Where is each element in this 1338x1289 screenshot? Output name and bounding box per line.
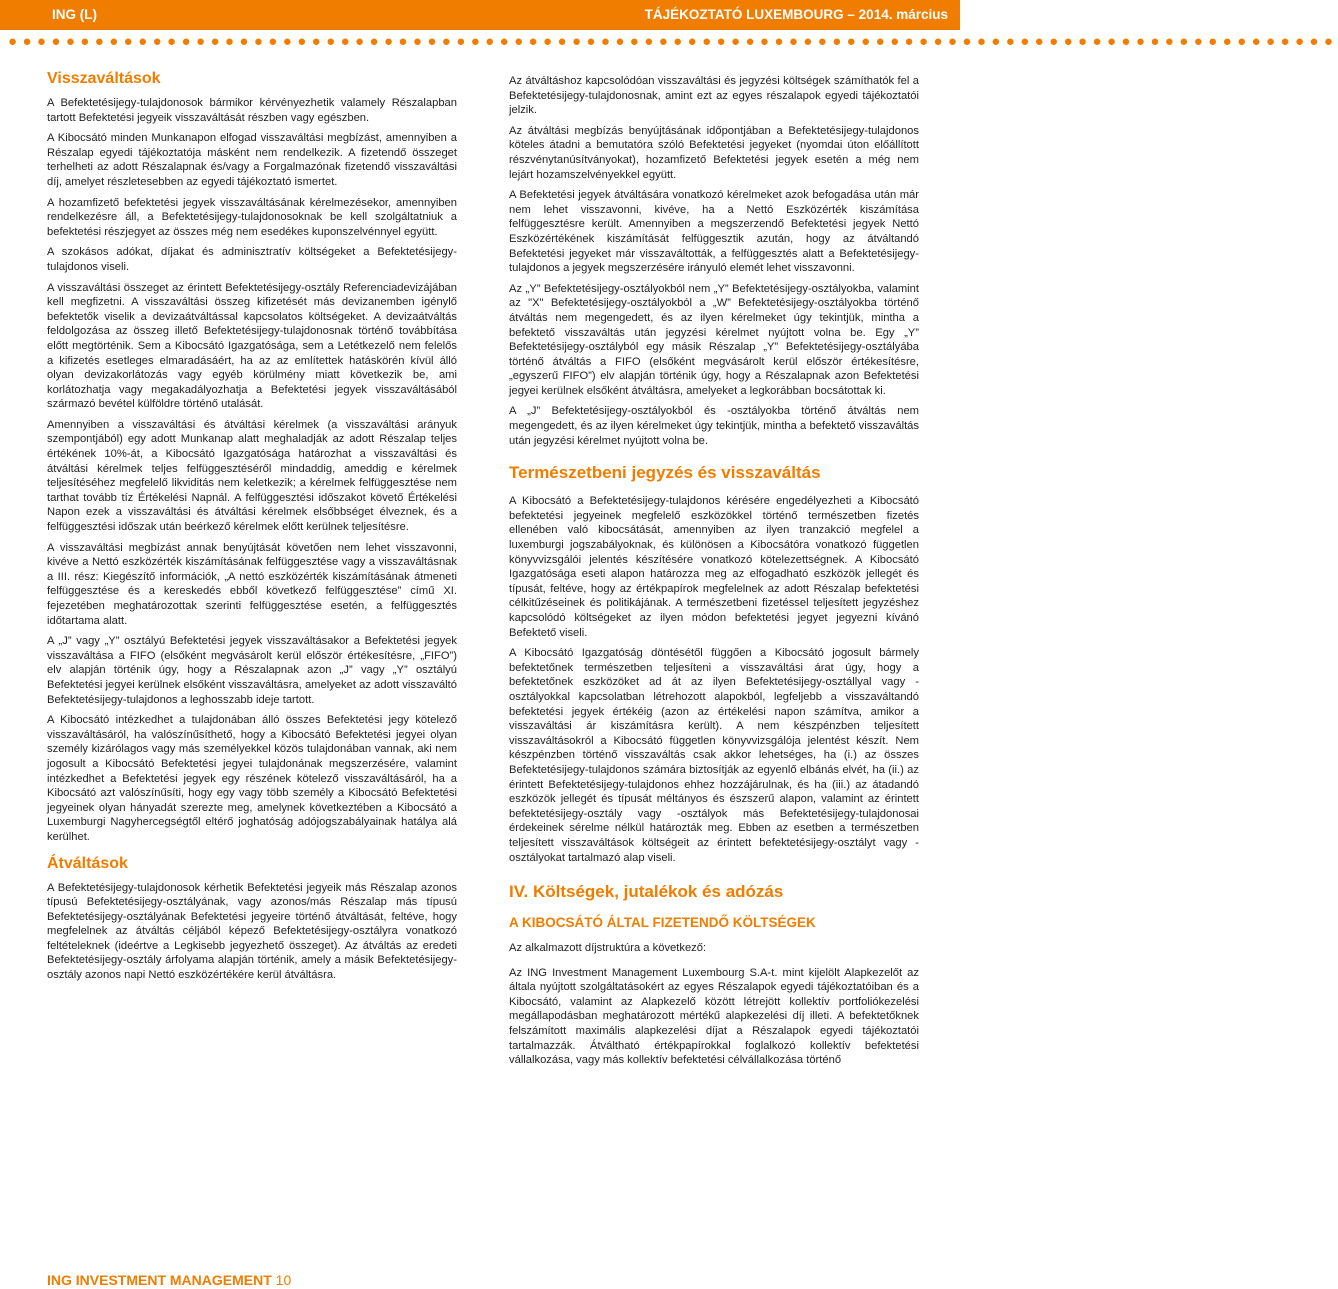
header-left-title: ING (L) xyxy=(52,7,97,22)
paragraph: Az átváltáshoz kapcsolódóan visszaváltási és jegyzési költségek számíthatók fel a Befektetésijegy-tulajdonosnak, amint ezt az egyes részalapok egyedi tájékoztatói jelzik. xyxy=(509,75,919,117)
subheading-issuer-costs: A KIBOCSÁTÓ ÁLTAL FIZETENDŐ KÖLTSÉGEK xyxy=(509,915,816,931)
paragraph: Az „Y” Befektetésijegy-osztályokból nem „Y” Befektetésijegy-osztályokba, valamint az "X" Befektetésijegy-osztályokból a „W” Befektetésijegy-osztályokba történő átváltás nem megengedett, és az ilyen kérelmeket úgy tekintjük, mintha a befektető visszaváltás után jegyzési kérelmet nyújtott volna be. Egy „Y” Befektetésijegy-osztályból egy másik Részalap „Y” Befektetésijegy-osztályába történő átváltás a FIFO (elsőként megvásárolt kerül először értékesítésre, „egyszerű FIFO”) elv alapján történik úgy, hogy a Részalapnak azon Befektetési jegyei kerülnek elsőként átváltásra, amelyeket a legkorábban bocsátottak ki. xyxy=(509,282,919,397)
paragraph: A Kibocsátó a Befektetésijegy-tulajdonos kérésére engedélyezheti a Kibocsátó befektetési jegyeinek megfelelő eszközökkel történő természetben fizetés ellenében való kibocsátását, amennyiben az ilyen tranzakció megfelel a luxemburgi jogszabályoknak, és különösen a Kibocsátóra vonatkozó független könyvvizsgálói jelentés készítésére vonatkozó kötelezettségnek. A Kibocsátó Igazgatósága eseti alapon határozza meg az elfogadható eszközök jellegét és típusát, feltéve, hogy az értékpapírok megfelelnek az adott Részalap befektetési célkitűzéseinek és politikájának. A természetbeni fizetéssel teljesített jegyzéshez kapcsolódó költségeket az ilyen módon befektetési jegyet jegyezni kívánó Befektető viseli. xyxy=(509,495,919,639)
left-column xyxy=(47,62,457,989)
paragraph: A Kibocsátó intézkedhet a tulajdonában álló összes Befektetési jegy kötelező visszaváltásáról, ha valószínűsíthető, hogy a Kibocsátó Befektetési jegyei olyan személy kizárólagos vagy más személyekkel közös tulajdonában vannak, aki nem jogosult a Kibocsátó Befektetési jegyei tulajdonának megszerzésére, valamint intézkedhet a Befektetési jegyek egy részének kötelező visszaváltásáról, ha a Kibocsátó azt valószínűsíti, hogy egy vagy több személy a Kibocsátó Befektetési jegyeinek olyan hányadát szerezte meg, amelynek következtében a Kibocsátó a Luxemburgi Nagyhercegségtől eltérő joghatóság adójogszabályainak hatálya alá kerülhet. xyxy=(47,714,457,843)
paragraph: A Befektetésijegy-tulajdonosok kérhetik Befektetési jegyeik más Részalap azonos típusú Befektetésijegy-osztályának, vagy azonos/más Részalap más típusú Befektetésijegy-osztályának Befektetési jegyeire történő átváltását, feltéve, hogy megfelelnek az átváltás céljából képező Befektetésijegy-osztályra vonatkozó feltételeknek (ideértve a Legkisebb jegyezhető összeget). Az átváltás az eredeti Befektetésijegy-osztály árfolyama alapján történik, amely a másik Befektetésijegy-osztály azonos napi Nettó eszközértékére kerül átváltásra. xyxy=(47,881,457,982)
section-heading-in-kind: Természetbeni jegyzés és visszaváltás xyxy=(509,463,821,483)
paragraph: A szokásos adókat, díjakat és adminisztratív költségeket a Befektetésijegy-tulajdonos viseli. xyxy=(47,246,457,273)
section-heading-redemptions: Visszaváltások xyxy=(47,70,161,87)
paragraph: A Kibocsátó Igazgatóság döntésétől függően a Kibocsátó jogosult bármely befektetőnek természetben teljesíteni a visszaváltási árat úgy, hogy a befektetőnek eszközöket ad át az ilyen Befektetésijegy-osztállyal vagy -osztályokkal kapcsolatban létrehozott alapokból, legfeljebb a visszaváltandó befektetési jegyek értékéig (azon az értékelési napon számítva, amikor a visszaváltási ár kiszámításra került). A nem készpénzben teljesített visszaváltásokról a Kibocsátó független könyvvizsgálója jelentést készít. Nem készpénzben történő visszaváltás csak akkor lehetséges, ha (i.) az összes Befektetésijegy-tulajdonos számára biztosítják az egyenlő elbánás elvét, ha (ii.) az érintett Befektetésijegy-tulajdonos ehhez hozzájárulnak, és ha (iii.) az átadandó eszközök jellegét és típusát méltányos és észszerű alapon, valamint az érintett befektetésijegy-osztály vagy -osztályok más Befektetésijegy-tulajdonosai érdekeinek sérelme nélkül határozták meg. Ebben az esetben a természetben teljesített visszaváltások költségeit az érintett befektetésijegy-osztályt vagy -osztályokat tartalmazó alap viseli. xyxy=(509,647,919,864)
page-number: 10 xyxy=(275,1272,292,1288)
paragraph: Amennyiben a visszaváltási és átváltási kérelmek (a visszaváltási arányuk szempontjából) egy adott Munkanap alatt meghaladják az adott Részalap teljes értékének 10%-át, a Kibocsátó Igazgatósága határozhat a visszaváltási és átváltási kérelmek teljes felfüggesztéséről mindaddig, ameddig e kérelmek teljesítéséhez megfelelő likviditás nem keletkezik; a kérelmek felfüggesztése nem tarthat tovább tíz Értékelési Napnál. A felfüggesztési időszakot követő Értékelési Napon ezek a visszaváltási és átváltási kérelmek elsőbbséget élveznek, és a felfüggesztési időszak után beérkező kérelmek előtt kerülnek teljesítésre. xyxy=(47,418,457,534)
header-bar xyxy=(0,0,960,30)
chapter-heading-costs: IV. Költségek, jutalékok és adózás xyxy=(509,882,784,902)
paragraph: A visszaváltási megbízást annak benyújtását követően nem lehet visszavonni, kivéve a Nettó eszközérték kiszámításának felfüggesztése vagy a visszaváltásnak a III. rész: Kiegészítő információk, „A nettó eszközérték kiszámításának átmeneti felfüggesztése és a kereskedés ebből következő felfüggesztése” című XI. fejezetében meghatározottak szerinti felfüggesztése esetén, a felfüggesztés időtartama alatt. xyxy=(47,541,457,627)
section-heading-conversions: Átváltások xyxy=(47,854,128,872)
paragraph: A Kibocsátó minden Munkanapon elfogad visszaváltási megbízást, amennyiben a Részalap egyedi tájékoztatója másként nem rendelkezik. A fizetendő összeget terhelheti az adott Részalapnak és/vagy a Forgalmazónak fizetendő visszaváltási díj, amelyet részletesebben az egyedi tájékoztató ismertet. xyxy=(47,132,457,188)
paragraph: A Befektetésijegy-tulajdonosok bármikor kérvényezhetik valamely Részalapban tartott Befektetési jegyeik visszaváltását részben vagy egészben. xyxy=(47,97,457,124)
footer-brand: ING INVESTMENT MANAGEMENT xyxy=(47,1272,272,1288)
paragraph: Az átváltási megbízás benyújtásának időpontjában a Befektetésijegy-tulajdonos köteles átadni a bemutatóra szóló Befektetési jegyeket (nyomdai úton előállított részvénytanúsítványokat), hozamfizető Befektetési jegyek esetén a még nem lejárt hozamszelvényekkel együtt. xyxy=(509,124,919,181)
footer xyxy=(47,1272,291,1288)
right-column xyxy=(509,74,919,1074)
paragraph: Az ING Investment Management Luxembourg S.A-t. mint kijelölt Alapkezelőt az általa nyújtott szolgáltatásokért az egyes Részalapok egyedi tájékoztatóiban és a Kibocsátó, valamint az Alapkezelő között létrejött kollektív portfoliókezelési megállapodásban meghatározott mértékű alapkezelési díj illeti. A befektetőknek felszámított maximális alapkezelési díjat a Részalapok egyedi tájékoztatói tartalmazzák. Átváltható értékpapírokkal foglalkozó kollektív befektetési vállalkozása, vagy más kollektív befektetési célvállalkozása történő xyxy=(509,966,919,1067)
paragraph: Az alkalmazott díjstruktúra a következő: xyxy=(509,942,707,955)
paragraph: A „J” vagy „Y” osztályú Befektetési jegyek visszaváltásakor a Befektetési jegyek visszaváltása a FIFO (elsőként megvásárolt kerül először értékesítésre, „FIFO”) elv alapján történik úgy, hogy a Részalapnak azon „J” vagy „Y” osztályú Befektetési jegyei kerülnek elsőként visszaváltásra, amelyeket az adott visszaváltó Befektetésijegy-tulajdonos a leghosszabb ideje tartott. xyxy=(47,635,457,706)
paragraph: A visszaváltási összeget az érintett Befektetésijegy-osztály Referenciadevizájában kell megfizetni. A visszaváltási összeg kifizetését más devizanemben igénylő befektetők viselik a devizaátváltással kapcsolatos költségeket. A devizaátváltás feldolgozása az összeg illető Befektetésijegy-tulajdonosnak történő továbbítása előtt megtörténik. Sem a Kibocsátó Igazgatósága, sem a Letétkezelő nem felelős a kifizetés esetleges elmaradásáért, ha az az említettek hatáskörén kívül álló olyan devizakorlátozás vagy egyéb körülmény miatt következik be, ami korlátozhatja vagy megakadályozhatja a Befektetési jegyek visszaváltásából származó bevétel külföldre történő utalását. xyxy=(47,281,457,411)
header-right-title: TÁJÉKOZTATÓ LUXEMBOURG – 2014. március xyxy=(644,7,948,22)
paragraph: A „J” Befektetésijegy-osztályokból és -osztályokba történő átváltás nem megengedett, és az ilyen kérelmeket úgy tekintjük, mintha a befektető visszaváltás után jegyzési kérelmet nyújtott volna be. xyxy=(509,405,919,447)
paragraph: A hozamfizető befektetési jegyek visszaváltásának kérelmezésekor, amennyiben rendelkezésre áll, a Befektetésijegy-tulajdonosoknak be kell szolgáltatniuk a befektetési részjegyet az összes még nem esedékes kuponszelvénnyel együtt. xyxy=(47,196,457,238)
paragraph: A Befektetési jegyek átváltására vonatkozó kérelmeket azok befogadása után már nem lehet visszavonni, kivéve, ha a Nettó Eszközérték kiszámítása felfüggesztésre került. Amennyiben a megszerzendő Befektetési jegyek Nettó Eszközértékének kiszámítását felfüggesztik azután, hogy az átváltandó Befektetési jegyeket már visszaváltották, a felfüggesztés alatt a Befektetésijegy-tulajdonos a jegyek megszerzésére irányuló elemét lehet visszavonni. xyxy=(509,189,919,275)
dotted-divider: ●●●●●●●●●●●●●●●●●●●●●●●●●●●●●●●●●●●●●●●●●●●●●●●●●●●●●●●●●●●●●●●●●●●●●●●●●●●●●●●●●●●●●●●●●●●● xyxy=(8,33,1338,50)
